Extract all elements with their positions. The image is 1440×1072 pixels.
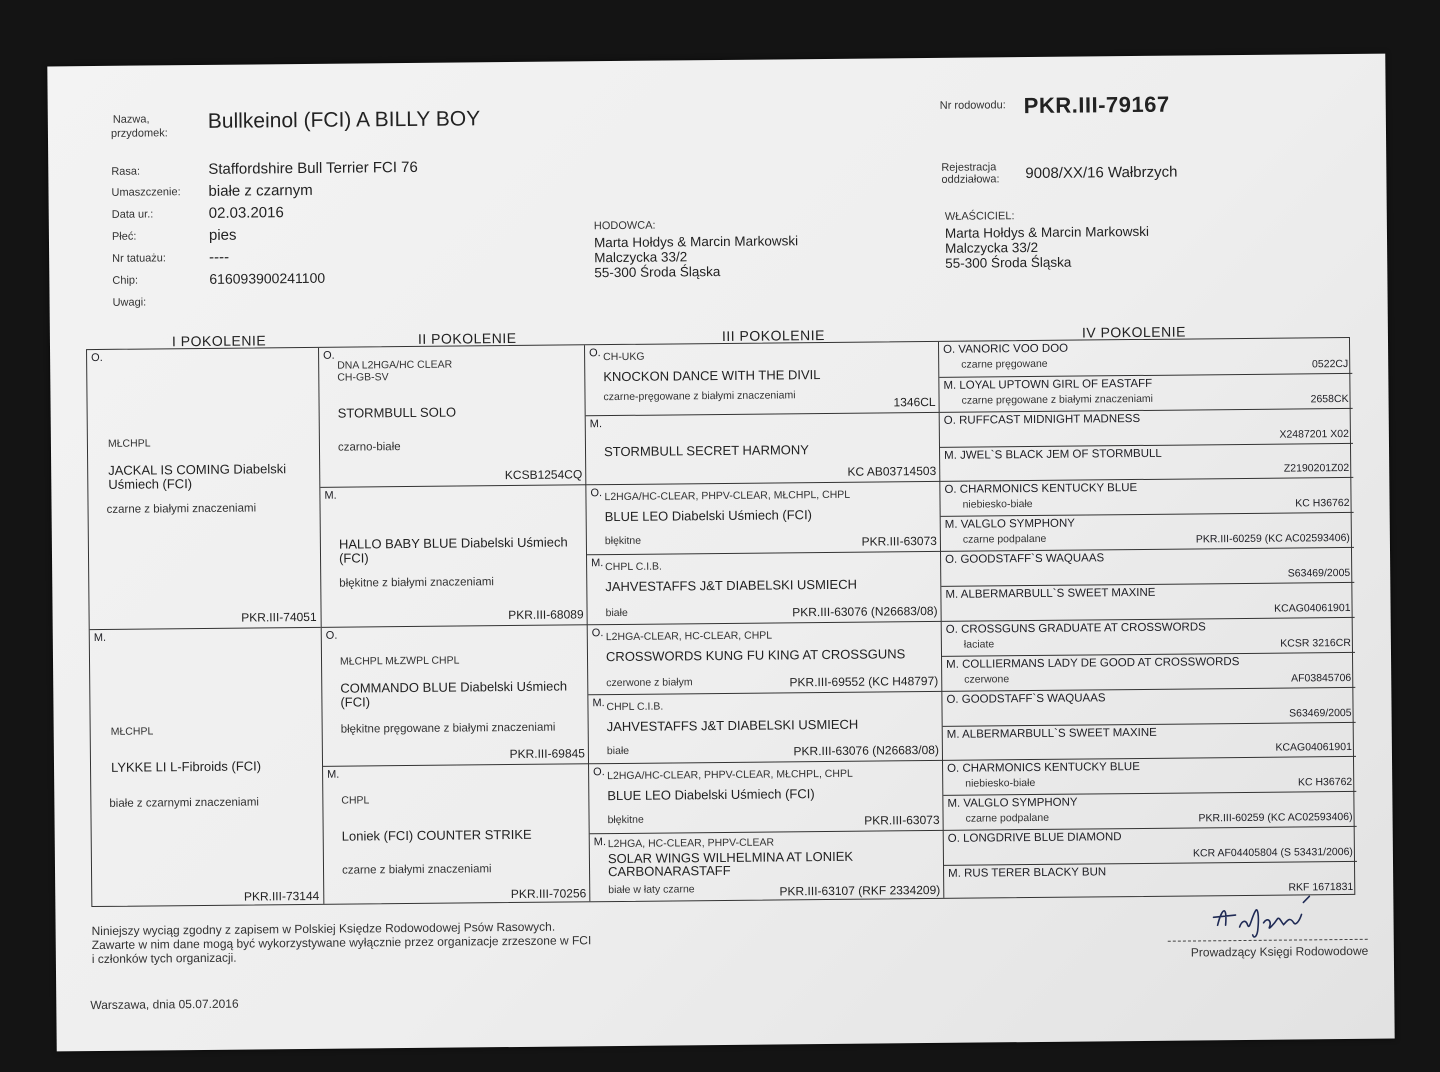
g4-cell-12	[943, 722, 1356, 760]
dog-color: czarne z białymi znaczeniami	[341, 863, 492, 877]
breeder-street: Malczycka 33/2	[594, 249, 688, 266]
registration-number: PKR.III-60259 (KC AC02593406)	[1198, 810, 1353, 825]
dog-color: czarne pręgowane	[961, 357, 1048, 371]
dog-name: M. ALBERMARBULL`S SWEET MAXINE	[945, 586, 1156, 601]
dog-name: SOLAR WINGS WILHELMINA AT LONIEK	[607, 848, 854, 867]
dog-name: O. CHARMONICS KENTUCKY BLUE	[947, 760, 1140, 775]
generation-1-header: I POKOLENIE	[171, 332, 267, 350]
registration-number: PKR.III-63073	[861, 533, 937, 549]
dog-color: błękitne	[604, 534, 642, 548]
color-value: białe z czarnym	[208, 181, 313, 200]
dog-name: O. LONGDRIVE BLUE DIAMOND	[947, 831, 1122, 845]
dog-name: M. ALBERMARBULL`S SWEET MAXINE	[946, 726, 1157, 741]
dog-name: BLUE LEO Diabelski Uśmiech (FCI)	[604, 507, 813, 525]
dog-color: błękitne pręgowane z białymi znaczeniami	[340, 721, 556, 736]
g2-cell-3	[322, 624, 589, 766]
sex-tag: M.	[591, 557, 604, 570]
dog-color: czarne z białymi znaczeniami	[106, 502, 257, 516]
g4-cell-3	[940, 408, 1353, 447]
titles: DNA L2HGA/HC CLEAR	[337, 358, 453, 372]
registration-number: PKR.III-63076 (N26683/08)	[793, 742, 939, 759]
owner-label: WŁAŚCICIEL:	[944, 210, 1015, 223]
dog-name: JAHVESTAFFS J&T DIABELSKI USMIECH	[606, 716, 859, 735]
registration-number: PKR.III-63107 (RKF 2334209)	[779, 882, 941, 899]
sex-tag: M.	[593, 836, 607, 849]
registration-number: 2658CK	[1310, 392, 1349, 406]
registration-label-1: Rejestracja	[941, 161, 997, 174]
g2-cell-2	[320, 484, 587, 627]
g3-cell-3	[586, 481, 941, 554]
titles: MŁCHPL	[107, 437, 151, 450]
dog-color: białe z czarnymi znaczeniami	[109, 796, 259, 810]
tattoo-label: Nr tatuażu:	[112, 252, 167, 265]
g2-cell-4	[323, 763, 590, 906]
dog-name: HALLO BABY BLUE Diabelski Uśmiech (FCI)	[338, 534, 568, 566]
sex-tag: O.	[91, 351, 103, 365]
dog-name: M. LOYAL UPTOWN GIRL OF EASTAFF	[943, 377, 1153, 392]
color-label: Umaszczenie:	[111, 186, 181, 199]
pedigree-number-label: Nr rodowodu:	[939, 99, 1006, 112]
registration-number: PKR.III-69552 (KC H48797)	[789, 673, 939, 690]
g3-cell-4	[587, 551, 942, 624]
registration-number: 0522CJ	[1311, 357, 1349, 371]
footer-note-line-1: Niniejszy wyciąg zgodny z zapisem w Polskiej Księdze Rodowodowej Psów Rasowych.	[91, 919, 556, 939]
g4-cell-13	[943, 756, 1356, 795]
dog-name: JACKAL IS COMING Diabelski Uśmiech (FCI)	[108, 461, 287, 492]
footer-note-line-3: i członków tych organizacji.	[91, 950, 237, 967]
dog-name: M. COLLIERMANS LADY DE GOOD AT CROSSWORDS	[946, 656, 1240, 671]
dog-name: JAHVESTAFFS J&T DIABELSKI USMIECH	[605, 576, 858, 595]
g4-cell-11	[942, 687, 1355, 726]
titles: CHPL C.I.B.	[606, 700, 664, 714]
sex-tag: M.	[589, 418, 603, 431]
registration-number: PKR.III-70256	[510, 886, 587, 902]
pedigree-number: PKR.III-79167	[1023, 91, 1170, 119]
titles: L2HGA/HC-CLEAR, PHPV-CLEAR, MŁCHPL, CHPL	[607, 767, 853, 783]
generation-3-column	[584, 342, 944, 901]
pedigree-table	[86, 337, 1355, 907]
registration-value: 9008/XX/16 Wałbrzych	[1025, 163, 1178, 183]
dog-color: czerwone z białym	[606, 676, 693, 690]
issue-date: Warszawa, dnia 05.07.2016	[90, 996, 239, 1013]
dam-cell	[90, 627, 324, 908]
dog-color: niebiesko-białe	[962, 498, 1033, 511]
registration-number: PKR.III-60259 (KC AC02593406)	[1195, 531, 1350, 546]
g3-cell-1	[585, 342, 940, 415]
dog-name: O. CHARMONICS KENTUCKY BLUE	[944, 482, 1138, 496]
registration-number: KCSR 3216CR	[1280, 636, 1351, 650]
registration-number: PKR.III-63076 (N26683/08)	[792, 603, 938, 620]
dog-name: M. VALGLO SYMPHONY	[947, 796, 1078, 810]
dog-name: O. VANORIC VOO DOO	[943, 342, 1069, 356]
registration-number: AF03845706	[1291, 671, 1352, 685]
pedigree-document	[47, 54, 1394, 1052]
g4-cell-10	[942, 652, 1355, 691]
signature-line	[1168, 939, 1368, 942]
chip-label: Chip:	[112, 274, 139, 287]
registration-number: PKR.III-69845	[509, 746, 585, 762]
signature-caption: Prowadzący Księgi Rodowodowe	[1190, 943, 1369, 960]
prefix-label: przydomek:	[110, 127, 168, 140]
dog-color: czarne podpalane	[962, 532, 1047, 546]
dog-color: białe	[605, 606, 628, 620]
breed-value: Staffordshire Bull Terrier FCI 76	[208, 158, 418, 178]
registration-number: 1346CL	[893, 394, 936, 410]
birth-date-label: Data ur.:	[111, 208, 154, 221]
dog-color: czarne pręgowane z białymi znaczeniami	[961, 392, 1154, 407]
registration-number: KC H36762	[1297, 775, 1353, 789]
titles: CHPL	[341, 794, 370, 807]
g4-cell-15	[944, 826, 1357, 865]
sex-tag: M.	[324, 489, 337, 502]
registration-number: PKR.III-68089	[508, 607, 584, 623]
titles: MŁCHPL MŁZWPL CHPL	[339, 654, 460, 668]
tattoo-value: ----	[209, 248, 230, 266]
dog-name: M. JWEL`S BLACK JEM OF STORMBULL	[944, 447, 1162, 462]
sex-tag: O.	[323, 349, 335, 362]
g4-cell-2	[939, 373, 1352, 412]
breeder-city: 55-300 Środa Śląska	[594, 263, 721, 281]
dog-name: Bullkeinol (FCI) A BILLY BOY	[207, 107, 481, 133]
titles: L2HGA/HC-CLEAR, PHPV-CLEAR, MŁCHPL, CHPL	[604, 488, 851, 504]
titles: L2HGA, HC-CLEAR, PHPV-CLEAR	[607, 836, 775, 851]
generation-4-header: IV POKOLENIE	[1081, 323, 1187, 341]
registration-number: KCAG04061901	[1275, 740, 1352, 754]
sex-tag: O.	[590, 487, 603, 500]
owner-name: Marta Hołdys & Marcin Markowski	[944, 223, 1150, 241]
generation-1-column	[87, 348, 323, 906]
titles: L2HGA-CLEAR, HC-CLEAR, CHPL	[605, 629, 773, 644]
dog-color: czarne-pręgowane z białymi znaczeniami	[603, 389, 796, 404]
generation-3-header: III POKOLENIE	[721, 326, 825, 344]
footer-note-line-2: Zawarte w nim dane mogą być wykorzystywane wyłącznie przez organizacje zrzeszone w FCI	[91, 933, 592, 953]
breeder-label: HODOWCA:	[593, 219, 656, 233]
sex-label: Płeć:	[111, 230, 137, 243]
g4-cell-5	[940, 477, 1353, 516]
sex-tag: O.	[325, 629, 338, 642]
titles-2: CH-GB-SV	[337, 371, 389, 384]
sex-value: pies	[208, 226, 237, 244]
g2-cell-1	[319, 345, 586, 487]
dog-name: O. RUFFCAST MIDNIGHT MADNESS	[943, 412, 1141, 427]
dog-name: COMMANDO BLUE Diabelski Uśmiech (FCI)	[340, 678, 568, 710]
owner-street: Malczycka 33/2	[945, 239, 1039, 256]
registration-number: X2487201 X02	[1279, 427, 1349, 441]
dog-name: STORMBULL SECRET HARMONY	[603, 442, 810, 460]
registration-number: PKR.III-73144	[243, 888, 320, 904]
dog-name: CROSSWORDS KUNG FU KING AT CROSSGUNS	[605, 646, 906, 665]
g4-cell-7	[941, 547, 1354, 586]
g3-cell-6	[588, 691, 943, 763]
titles: CH-UKG	[603, 350, 645, 364]
dog-name: O. GOODSTAFF`S WAQUAAS	[945, 552, 1105, 566]
registration-number: S63469/2005	[1287, 566, 1351, 580]
dog-color: niebiesko-białe	[965, 776, 1036, 790]
dog-color: czarne podpalane	[965, 811, 1050, 825]
g3-cell-5	[588, 621, 943, 694]
registration-number: PKR.III-63073	[864, 812, 940, 828]
registration-number: S63469/2005	[1289, 706, 1352, 720]
sire-cell	[87, 348, 321, 629]
breeder-name: Marta Hołdys & Marcin Markowski	[593, 233, 799, 251]
generation-4-column	[938, 338, 1357, 898]
registration-label-2: oddziałowa:	[941, 173, 1000, 186]
owner-city: 55-300 Środa Śląska	[945, 254, 1072, 271]
sex-tag: M.	[93, 631, 107, 645]
g4-cell-9	[942, 617, 1355, 656]
birth-date-value: 02.03.2016	[208, 204, 284, 222]
dog-color: błękitne z białymi znaczeniami	[339, 576, 495, 590]
generation-2-column	[318, 345, 590, 904]
dog-name: M. VALGLO SYMPHONY	[944, 517, 1075, 531]
registration-number: RKF 1671831	[1288, 880, 1354, 894]
dog-name: O. CROSSGUNS GRADUATE AT CROSSWORDS	[945, 621, 1206, 636]
chip-value: 616093900241100	[209, 269, 326, 287]
registration-number: PKR.III-74051	[241, 609, 317, 625]
breed-label: Rasa:	[111, 165, 141, 178]
registration-number: Z2190201Z02	[1283, 461, 1350, 475]
registration-number: KC AB03714503	[847, 463, 937, 479]
name-label: Nazwa,	[112, 113, 150, 126]
dog-color: czarno-białe	[337, 441, 401, 454]
titles: CHPL C.I.B.	[605, 560, 662, 574]
g4-cell-4	[940, 443, 1353, 481]
g4-cell-8	[941, 582, 1354, 621]
dog-color: łaciate	[963, 638, 995, 651]
sex-tag: M.	[327, 768, 340, 781]
registration-number: KCSB1254CQ	[504, 467, 583, 483]
dog-name: KNOCKON DANCE WITH THE DIVIL	[603, 367, 821, 385]
registration-number: KCAG04061901	[1274, 601, 1351, 615]
dog-color: białe w łaty czarne	[608, 883, 695, 897]
dog-kennel: CARBONARASTAFF	[607, 862, 731, 880]
dog-name: M. RUS TERER BLACKY BUN	[948, 866, 1107, 880]
titles: MŁCHPL	[110, 725, 154, 738]
remarks-label: Uwagi:	[112, 296, 147, 309]
sex-tag: O.	[591, 627, 604, 640]
g3-cell-2	[586, 412, 941, 484]
sex-tag: O.	[589, 347, 601, 360]
g3-cell-8	[590, 830, 945, 903]
dog-name: Loniek (FCI) COUNTER STRIKE	[341, 826, 532, 844]
dog-name: LYKKE LI L-Fibroids (FCI)	[110, 758, 262, 775]
g4-cell-14	[943, 791, 1356, 830]
dog-name: O. GOODSTAFF`S WAQUAAS	[946, 692, 1106, 706]
sex-tag: O.	[593, 766, 605, 779]
dog-name: BLUE LEO Diabelski Uśmiech (FCI)	[607, 786, 815, 804]
g3-cell-7	[589, 760, 944, 833]
generation-2-header: II POKOLENIE	[417, 329, 517, 347]
dog-color: białe	[606, 744, 630, 758]
g4-cell-1	[939, 338, 1352, 377]
registration-number: KCR AF04405804 (S 53431/2006)	[1192, 845, 1353, 860]
dog-color: czerwone	[964, 673, 1010, 686]
signature	[1205, 894, 1325, 941]
dog-color: błękitne	[607, 813, 644, 827]
dog-name: STORMBULL SOLO	[337, 404, 457, 421]
registration-number: KC H36762	[1295, 496, 1350, 510]
g4-cell-6	[941, 512, 1354, 551]
sex-tag: M.	[592, 697, 605, 710]
